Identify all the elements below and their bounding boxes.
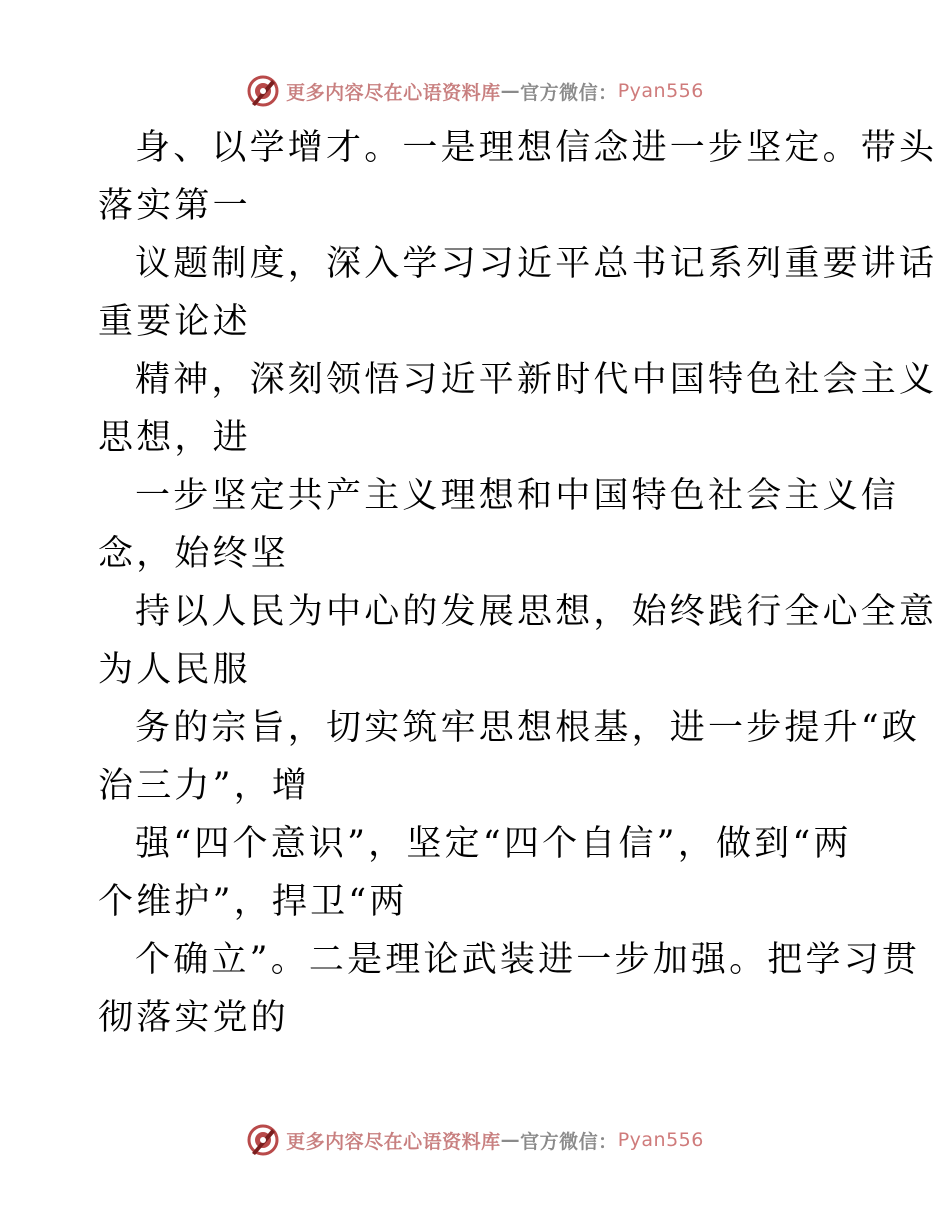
body-line: 重要论述 <box>98 302 251 342</box>
watermark-text <box>286 1127 704 1154</box>
watermark-label: 官方微信： <box>520 1130 618 1153</box>
body-line: 持以人民为中心的发展思想，始终践行全心全意 <box>135 592 938 632</box>
body-line: 议题制度，深入学习习近平总书记系列重要讲话 <box>135 244 938 284</box>
body-line: 强“四个意识”，坚定“四个自信”，做到“两 <box>135 824 852 864</box>
body-line: 个确立”。二是理论武装进一步加强。把学习贯 <box>135 940 921 980</box>
pen-logo-icon <box>246 1123 280 1157</box>
body-line: 一步坚定共产主义理想和中国特色社会主义信 <box>135 476 900 516</box>
body-line: 务的宗旨，切实筑牢思想根基，进一步提升“政 <box>135 708 921 748</box>
watermark-dash: — <box>500 80 521 102</box>
body-line: 治三力”，增 <box>98 766 311 806</box>
body-line: 彻落实党的 <box>98 998 290 1038</box>
footer-watermark <box>0 1120 950 1160</box>
watermark-brand: 更多内容尽在心语资料库 <box>286 81 501 104</box>
body-line: 精神，深刻领悟习近平新时代中国特色社会主义 <box>135 360 938 400</box>
body-line: 个维护”，捍卫“两 <box>98 882 408 922</box>
body-line: 念，始终坚 <box>98 534 290 574</box>
watermark-id: Pyan556 <box>617 80 704 102</box>
body-line: 思想，进 <box>98 418 251 458</box>
body-line: 为人民服 <box>98 650 251 690</box>
body-line: 身、以学增才。一是理想信念进一步坚定。带头 <box>135 128 938 168</box>
body-line: 落实第一 <box>98 186 251 226</box>
watermark-label: 官方微信： <box>520 81 618 104</box>
watermark-id: Pyan556 <box>617 1129 704 1151</box>
watermark-brand: 更多内容尽在心语资料库 <box>286 1130 501 1153</box>
watermark-dash: — <box>500 1129 521 1151</box>
